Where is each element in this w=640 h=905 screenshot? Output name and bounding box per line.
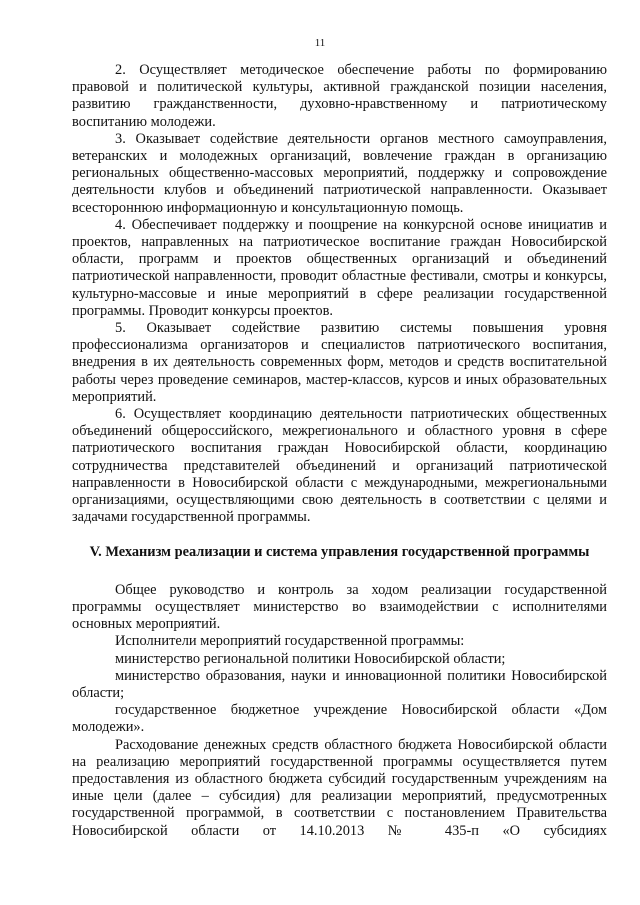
paragraph-executor-education: министерство образования, науки и инновационной политики Новосибирской области;	[72, 667, 607, 701]
page-number: 11	[314, 37, 326, 49]
paragraph-executor-regional-policy: министерство региональной политики Новосибирской области;	[115, 650, 506, 667]
paragraph-executor-youth-house: государственное бюджетное учреждение Новосибирской области «Дом молодежи».	[72, 702, 607, 736]
paragraph-item-6: 6. Осуществляет координацию деятельности патриотических общественных объединений общероссийского, межрегионального и областного уровня в сфере патриотического воспитания граждан Новосибирской области, координацию сотрудничества представителей объединений и организаций патриотической направленности в Новосибирской области с международными, межрегиональными организациями, осуществляющими свою деятельность в соответствии с целями и задачами государственной программы.	[72, 406, 607, 526]
paragraph-item-3: 3. Оказывает содействие деятельности органов местного самоуправления, ветеранских и молодежных организаций, вовлечение граждан в организацию региональных общественно-массовых мероприятий, поддержку и сопровождение деятельности клубов и объединений патриотической направленности. Оказывает всестороннюю информационную и консультационную помощь.	[72, 130, 607, 216]
paragraph-budget-spending: Расходование денежных средств областного бюджета Новосибирской области на реализацию мероприятий государственной программы осуществляется путем предоставления из областного бюджета субсидий государственным учреждениям на иные цели (далее – субсидия) для реализации мероприятий, предусмотренных государственной программой, в соответствии с постановлением Правительства Новосибирской области от 14.10.2013 № 435-п «О субсидиях	[72, 736, 607, 839]
document-body	[72, 62, 607, 840]
section-heading: V. Механизм реализации и система управления государственной программы	[89, 544, 590, 561]
paragraph-general-management: Общее руководство и контроль за ходом реализации государственной программы осуществляет министерство во взаимодействии с исполнителями основных мероприятий.	[72, 581, 607, 633]
paragraph-item-5: 5. Оказывает содействие развитию системы повышения уровня профессионализма организаторов и специалистов патриотического воспитания, внедрения в их деятельность современных форм, методов и средств воспитательной работы через проведение семинаров, мастер-классов, курсов и иных образовательных мероприятий.	[72, 320, 607, 405]
paragraph-item-4: 4. Обеспечивает поддержку и поощрение на конкурсной основе инициатив и проектов, направленных на патриотическое воспитание граждан Новосибирской области, программ и проектов общественных организаций и объединений патриотической направленности, проводит областные фестивали, смотры и конкурсы, культурно-массовые и иные мероприятий в сфере реализации государственной программы. Проводит конкурсы проектов.	[72, 216, 607, 319]
paragraph-item-2: 2. Осуществляет методическое обеспечение работы по формированию правовой и политической культуры, активной гражданской позиции населения, развитию гражданственности, духовно-нравственному и патриотическому воспитанию молодежи.	[72, 62, 607, 130]
paragraph-executors-intro: Исполнители мероприятий государственной программы:	[115, 633, 465, 650]
